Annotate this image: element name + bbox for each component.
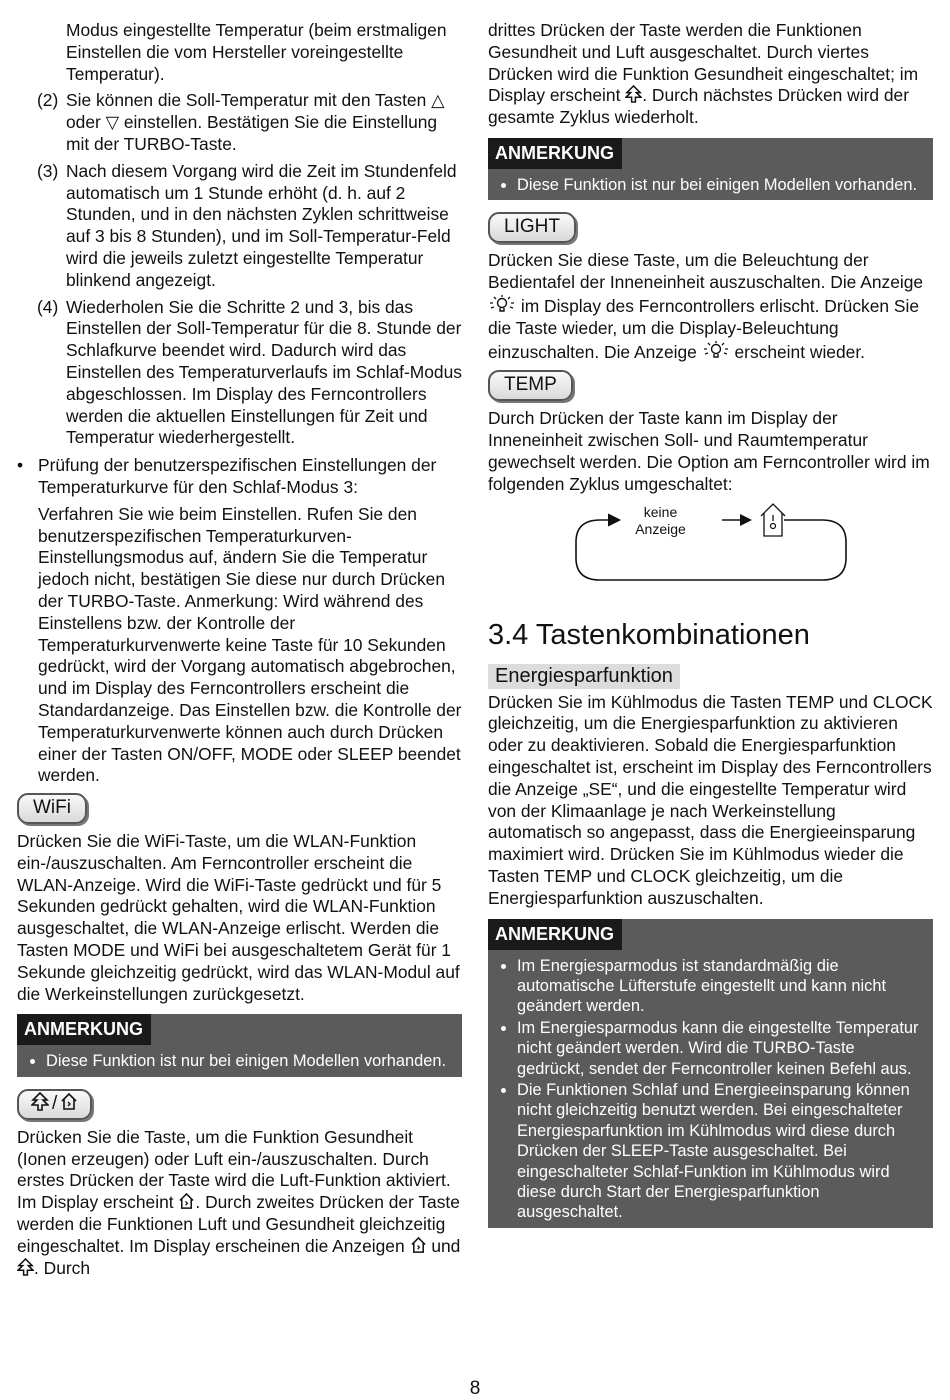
temp-paragraph: Durch Drücken der Taste kann im Display der Inneneinheit zwischen Soll- und Raumtemperatur gewechselt werden. Die Option am Ferncontroller wird im folgenden Zyklus umgeschaltet: xyxy=(488,408,930,494)
house-icon xyxy=(178,1192,195,1210)
step-text: Sie können die Soll-Temperatur mit den Tasten △ oder ▽ einstellen. Bestätigen Sie die Einstellung mit der TURBO-Taste. xyxy=(66,90,445,154)
step-number: (3) xyxy=(37,160,59,181)
tree-icon xyxy=(17,1258,34,1276)
continued-paragraph: Modus eingestellte Temperatur (beim erstmaligen Einstellen die vom Hersteller voreingestellte Temperatur). xyxy=(66,20,447,84)
note-header: ANMERKUNG xyxy=(17,1014,151,1045)
step-number: (4) xyxy=(37,296,59,317)
health-paragraph: Drücken Sie die Taste, um die Funktion Gesundheit (Ionen erzeugen) oder Luft ein-/auszuschalten. Durch erstes Drücken der Taste wird die Luft-Funktion aktiviert. Im Display erscheint . Durch zweites Drücken der Taste werden die Funktionen Luft und Gesundheit gleichzeitig eingeschaltet. Im Display erscheinen die Anzeigen und . Durch xyxy=(17,1126,461,1278)
bullet-dot: • xyxy=(17,455,24,476)
step-text: Wiederholen Sie die Schritte 2 und 3, bis das Einstellen der Soll-Temperatur für die 8. Stunde der Schlafkurve beendet wird. Dadurch wird das Einstellen des Temperaturverlaufs im Schlaf-Modus abgeschlossen. Im Display des Ferncontrollers werden die aktuellen Einstellungen für Zeit und Temperatur wiederhergestellt. xyxy=(66,296,462,448)
right-column xyxy=(488,20,933,1228)
note-item: • Die Funktionen Schlaf und Energieeinsparung können nicht gleichzeitig benutzt werden. Bei eingeschalteter Energiesparfunktion im Kühlmodus wird diese durch Drücken der SLEEP-Taste ausgeschaltet. Bei eingeschalteter Schlaf-Funktion im Kühlmodus wird diese durch Start der Energiesparfunktion ausgeschaltet. xyxy=(517,1080,919,1223)
tree-icon xyxy=(625,85,642,103)
left-column xyxy=(17,20,462,1279)
house-icon xyxy=(410,1236,427,1254)
cycle-label-no-display: keine Anzeige xyxy=(635,503,686,537)
energy-paragraph: Drücken Sie im Kühlmodus die Tasten TEMP und CLOCK gleichzeitig, um die Energiesparfunktion zu aktivieren oder zu deaktivieren. Sobald die Energiesparfunktion eingeschaltet ist, erscheint im Display des Ferncontrollers die Anzeige „SE“, und die eingestellte Temperatur wird von der Klimaanlage je nach Werkeinstellung automatisch so angepasst, dass die Energieeinsparung maximiert wird. Drücken Sie im Kühlmodus wieder die Tasten TEMP und CLOCK gleichzeitig, um die Energiesparfunktion auszuschalten. xyxy=(488,691,933,908)
note-box xyxy=(17,1014,462,1076)
note-header: ANMERKUNG xyxy=(488,138,622,169)
light-key: LIGHT xyxy=(488,212,576,243)
bullet-check-curve xyxy=(17,455,462,499)
house-thermometer-icon xyxy=(758,502,788,538)
step-4 xyxy=(37,297,462,450)
step-3 xyxy=(37,161,462,292)
subheading: Energiesparfunktion xyxy=(488,664,680,689)
lamp-icon xyxy=(702,340,730,360)
note-item: • Diese Funktion ist nur bei einigen Modellen vorhanden. xyxy=(46,1051,448,1071)
down-triangle-icon: ▽ xyxy=(105,112,120,133)
section-title: 3.4 Tastenkombinationen xyxy=(488,618,810,651)
wifi-paragraph: Drücken Sie die WiFi-Taste, um die WLAN-Funktion ein-/auszuschalten. Am Ferncontroller erscheint die WLAN-Anzeige. Wird die WiFi-Taste gedrückt und für 5 Sekunden gedrückt gehalten, wird die WLAN-Funktion ausgeschaltet, die WLAN-Anzeige erlischt. Werden die Tasten MODE und WiFi bei ausgeschaltetem Gerät für 1 Sekunde gleichzeitig gedrückt, wird das WLAN-Modul auf die Werkeinstellungen zurückgesetzt. xyxy=(17,831,460,1004)
step-number: (2) xyxy=(37,90,59,111)
temp-cycle-diagram xyxy=(488,502,933,594)
health-paragraph-continued: drittes Drücken der Taste werden die Funktionen Gesundheit und Luft ausgeschaltet. Durch viertes Drücken wird die Funktion Gesundheit eingeschaltet; im Display erscheint . Durch nächstes Drücken wird der gesamte Zyklus wiederholt. xyxy=(488,20,919,128)
temp-key: TEMP xyxy=(488,370,573,401)
wifi-key: WiFi xyxy=(17,793,87,824)
up-triangle-icon: △ xyxy=(431,90,445,111)
step-2 xyxy=(37,90,462,155)
bullet-text: Prüfung der benutzerspezifischen Einstellungen der Temperaturkurve für den Schlaf-Modus 3: xyxy=(38,455,437,497)
step-text: Nach diesem Vorgang wird die Zeit im Stundenfeld automatisch um 1 Stunde erhöht (d. h. auf 2 Stunden, und in den nächsten Zyklen schrittweise auf 3 bis 8 Stunden), und im Soll-Temperatur-Feld wird die jeweils zuletzt eingestellte Temperatur blinkend angezeigt. xyxy=(66,160,457,290)
cycle-loop xyxy=(488,502,933,594)
page-number: 8 xyxy=(469,1378,481,1399)
note-item: • Im Energiesparmodus ist standardmäßig die automatische Lüfterstufe eingestellt und kann nicht geändert werden. xyxy=(517,956,919,1017)
note-item: • Diese Funktion ist nur bei einigen Modellen vorhanden. xyxy=(517,175,919,195)
note-item: • Im Energiesparmodus kann die eingestellte Temperatur nicht geändert werden. Wird die TURBO-Taste gedrückt, sendet der Ferncontroller keinen Befehl aus. xyxy=(517,1018,919,1079)
note-box xyxy=(488,138,933,200)
house-icon xyxy=(60,1092,78,1111)
lamp-icon xyxy=(488,294,516,314)
bullet-body: Verfahren Sie wie beim Einstellen. Rufen Sie den benutzerspezifischen Temperaturkurven-Einstellungsmodus auf, ändern Sie die Temperatur jedoch nicht, bestätigen Sie diese nur durch Drücken der TURBO-Taste. Anmerkung: Wird während des Einstellens bzw. der Kontrolle der Temperaturkurvenwerte keine Taste für 10 Sekunden gedrückt, wird der Vorgang automatisch abgebrochen, und im Display des Ferncontrollers erscheint die Standardanzeige. Das Einstellen bzw. die Kontrolle der Temperaturkurvenwerte können auch durch Drücken einer der Tasten ON/OFF, MODE oder SLEEP beendet werden. xyxy=(38,503,462,786)
light-paragraph: Drücken Sie diese Taste, um die Beleuchtung der Bedientafel der Inneneinheit auszuschalten. Die Anzeige im Display des Ferncontrollers erlischt. Drücken Sie die Taste wieder, um die Display-Beleuchtung einzuschalten. Die Anzeige erscheint wieder. xyxy=(488,250,924,362)
health-air-key: / xyxy=(17,1089,92,1120)
note-header: ANMERKUNG xyxy=(488,919,622,950)
note-box-energy xyxy=(488,919,933,1228)
tree-icon xyxy=(31,1092,49,1111)
